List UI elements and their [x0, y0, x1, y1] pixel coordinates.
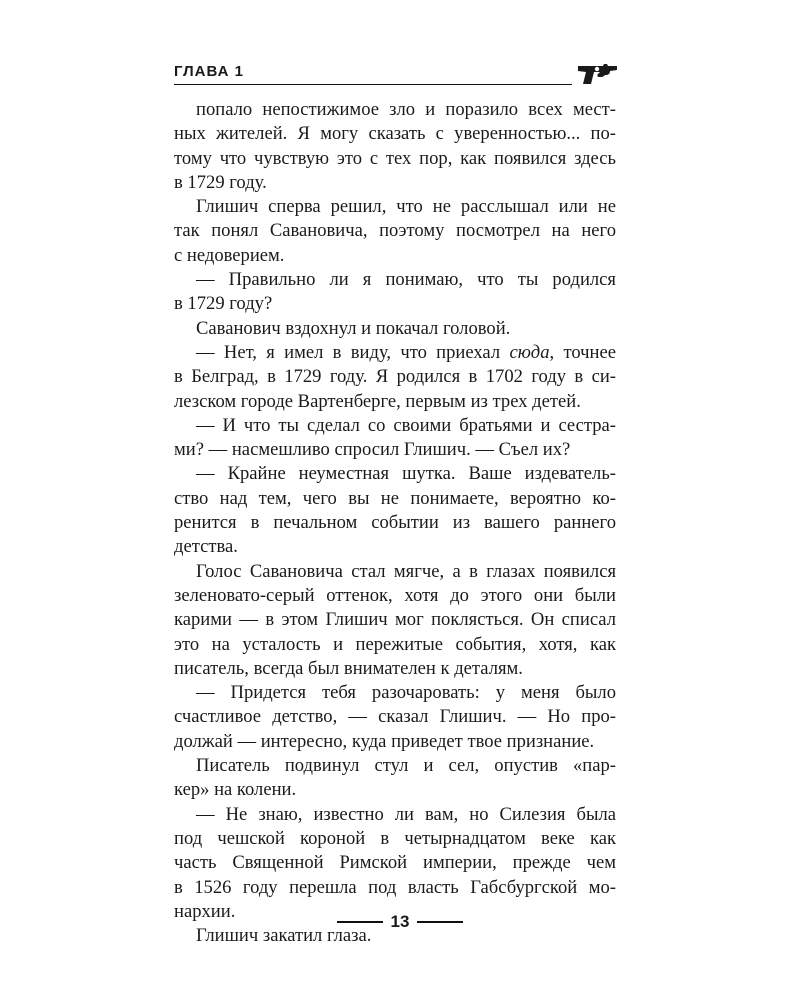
- text-line: — И что ты сделал со своими братьями и сестра-: [196, 414, 616, 436]
- text-line: — Крайне неуместная шутка. Ваше издеватель-: [196, 463, 616, 485]
- page-number: 13: [390, 912, 410, 931]
- footer-dash-right: [417, 921, 463, 923]
- revolver-icon: [577, 60, 621, 86]
- text-line: — Придется тебя разочаровать: у меня было: [196, 682, 616, 704]
- text-line: зеленовато-серый оттенок, хотя до этого они были: [174, 584, 616, 606]
- paragraph: [174, 341, 616, 414]
- text-line: ных жителей. Я могу сказать с уверенностью... по-: [174, 123, 616, 145]
- text-line: кер» на колени.: [174, 779, 297, 801]
- text-line: Голос Савановича стал мягче, а в глазах появился: [196, 560, 616, 582]
- text-line: в Белград, в 1729 году. Я родился в 1702 году в си-: [174, 366, 616, 388]
- text-line: — Правильно ли я понимаю, что ты родился: [196, 269, 616, 291]
- text-line: — Нет, я имел в виду, что приехал сюда, точнее: [196, 341, 616, 363]
- text-line: попало непостижимое зло и поразило всех мест-: [196, 99, 616, 120]
- emphasis: сюда: [509, 341, 550, 363]
- text-line: в 1729 году.: [174, 171, 267, 193]
- text-line: ренится в печальном событии из вашего раннего: [174, 512, 616, 534]
- text-line: с недоверием.: [174, 244, 285, 266]
- text-line: ми? — насмешливо спросил Глишич. — Съел их?: [174, 439, 571, 461]
- paragraph: [174, 195, 616, 268]
- paragraph: [174, 414, 616, 463]
- paragraph: [174, 462, 616, 559]
- text-line: тому что чувствую это с тех пор, как появился здесь: [174, 147, 616, 169]
- text-line: ство над тем, чего вы не понимаете, вероятно ко-: [174, 487, 616, 509]
- paragraph: [174, 754, 616, 803]
- text-line: в 1526 году перешла под власть Габсбургской мо-: [174, 876, 616, 898]
- text-line: — Не знаю, известно ли вам, но Силезия была: [196, 803, 616, 825]
- text-line: Глишич сперва решил, что не расслышал или не: [196, 196, 616, 218]
- footer-dash-left: [337, 921, 383, 923]
- text-line: под чешской короной в четырнадцатом веке как: [174, 827, 616, 849]
- text-line: детства.: [174, 536, 238, 558]
- text-line: должай — интересно, куда приведет твое признание.: [174, 730, 595, 752]
- paragraph: [174, 317, 616, 341]
- text-line: Саванович вздохнул и покачал головой.: [196, 317, 511, 339]
- text-line: это на усталость и пережитые события, хотя, как: [174, 633, 616, 655]
- chapter-title: ГЛАВА 1: [174, 63, 244, 80]
- running-header: [174, 60, 624, 90]
- text-line: в 1729 году?: [174, 293, 273, 315]
- paragraph: [174, 681, 616, 754]
- paragraph: [174, 803, 616, 924]
- text-line: Писатель подвинул стул и сел, опустив «пар-: [196, 755, 616, 777]
- text-line: так понял Савановича, поэтому посмотрел на него: [174, 220, 616, 242]
- text-line: часть Священной Римской империи, прежде чем: [174, 852, 616, 874]
- paragraph: [174, 268, 616, 317]
- paragraph: [174, 560, 616, 681]
- text-line: лезском городе Вартенберге, первым из трех детей.: [174, 390, 581, 412]
- text-line: Глишич закатил глаза.: [196, 925, 372, 947]
- text-line: нархии.: [174, 900, 236, 922]
- text-line: писатель, всегда был внимателен к деталям.: [174, 657, 523, 679]
- header-rule: [174, 84, 572, 85]
- page-footer: [0, 910, 800, 940]
- text-line: счастливое детство, — сказал Глишич. — Но про-: [174, 706, 616, 728]
- text-line: карими — в этом Глишич мог поклясться. Он списал: [174, 609, 616, 631]
- paragraph: [174, 98, 616, 195]
- body-text: [174, 98, 616, 948]
